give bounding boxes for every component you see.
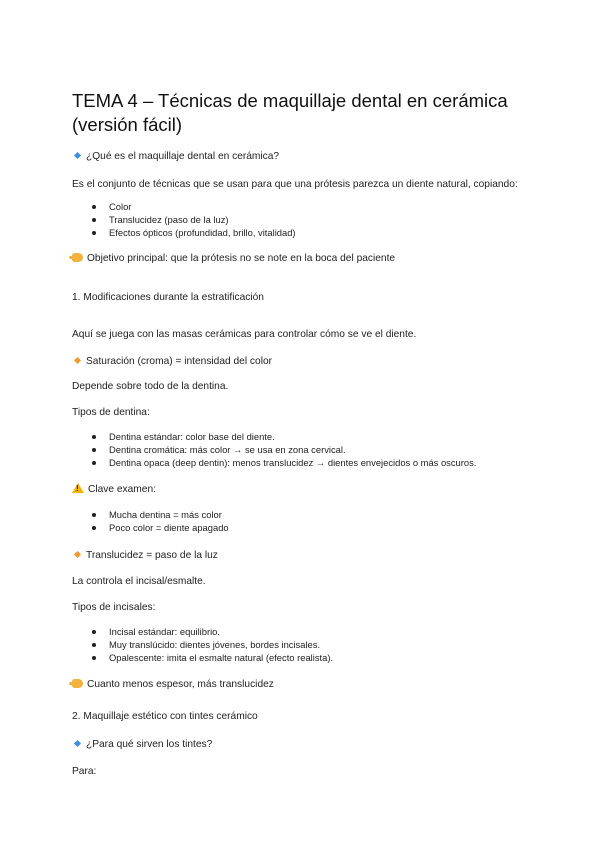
bullet-icon — [92, 448, 96, 452]
bullet-icon — [92, 231, 96, 235]
dentin-types-list — [92, 431, 476, 469]
orange-diamond-icon — [74, 357, 81, 364]
intro-question — [72, 150, 279, 163]
bullet-icon — [92, 205, 96, 209]
pointing-hand-icon — [72, 253, 83, 262]
section1-heading: 1. Modificaciones durante la estratificación — [72, 292, 264, 303]
list-item: Dentina estándar: color base del diente. — [92, 431, 476, 444]
section1-intro: Aquí se juega con las masas cerámicas para controlar cómo se ve el diente. — [72, 329, 417, 340]
bullet-icon — [92, 218, 96, 222]
intro-objective — [72, 252, 395, 265]
bullet-icon — [92, 630, 96, 634]
incisal-types-label: Tipos de incisales: — [72, 602, 156, 613]
page-title: TEMA 4 – Técnicas de maquillaje dental en cerámica (versión fácil) — [72, 90, 508, 135]
intro-definition: Es el conjunto de técnicas que se usan para que una prótesis parezca un diente natural, copiando: — [72, 179, 518, 190]
tip-line — [72, 678, 274, 691]
list-item: Poco color = diente apagado — [92, 522, 229, 535]
intro-list — [92, 201, 296, 239]
translucency-label-text: Translucidez = paso de la luz — [86, 550, 218, 561]
list-item: Dentina opaca (deep dentin): menos translucidez → dientes envejecidos o más oscuros. — [92, 457, 476, 470]
list-item: Opalescente: imita el esmalte natural (efecto realista). — [92, 652, 333, 665]
tip-text: Cuanto menos espesor, más translucidez — [87, 679, 274, 690]
exam-key-text: Clave examen: — [88, 484, 156, 495]
bullet-icon — [92, 513, 96, 517]
saturation-text: Depende sobre todo de la dentina. — [72, 381, 229, 392]
section2-para: Para: — [72, 766, 97, 777]
dentin-types-label: Tipos de dentina: — [72, 407, 150, 418]
orange-diamond-icon — [74, 551, 81, 558]
objective-text: Objetivo principal: que la prótesis no se note en la boca del paciente — [87, 253, 396, 264]
list-item: Dentina cromática: más color → se usa en zona cervical. — [92, 444, 476, 457]
bullet-icon — [92, 643, 96, 647]
saturation-label-text: Saturación (croma) = intensidad del color — [86, 356, 273, 367]
list-item: Muy translúcido: dientes jóvenes, bordes incisales. — [92, 639, 333, 652]
blue-diamond-icon — [74, 740, 81, 747]
section2-question-text: ¿Para qué sirven los tintes? — [86, 739, 213, 750]
translucency-text: La controla el incisal/esmalte. — [72, 576, 206, 587]
list-item: Efectos ópticos (profundidad, brillo, vitalidad) — [92, 227, 296, 240]
list-item: Color — [92, 201, 296, 214]
exam-key-list — [92, 509, 229, 535]
blue-diamond-icon — [74, 152, 81, 159]
bullet-icon — [92, 435, 96, 439]
saturation-label — [72, 355, 272, 368]
bullet-icon — [92, 461, 96, 465]
list-item: Incisal estándar: equilibrio. — [92, 626, 333, 639]
bullet-icon — [92, 526, 96, 530]
list-item: Mucha dentina = más color — [92, 509, 229, 522]
intro-question-text: ¿Qué es el maquillaje dental en cerámica? — [86, 151, 280, 162]
translucency-label — [72, 549, 218, 562]
list-item: Translucidez (paso de la luz) — [92, 214, 296, 227]
bullet-icon — [92, 656, 96, 660]
exam-key-label — [72, 483, 156, 496]
section2-question — [72, 738, 212, 751]
pointing-hand-icon — [72, 679, 83, 688]
section2-heading: 2. Maquillaje estético con tintes cerámico — [72, 711, 258, 722]
incisal-types-list — [92, 626, 333, 664]
warning-icon — [72, 483, 84, 493]
